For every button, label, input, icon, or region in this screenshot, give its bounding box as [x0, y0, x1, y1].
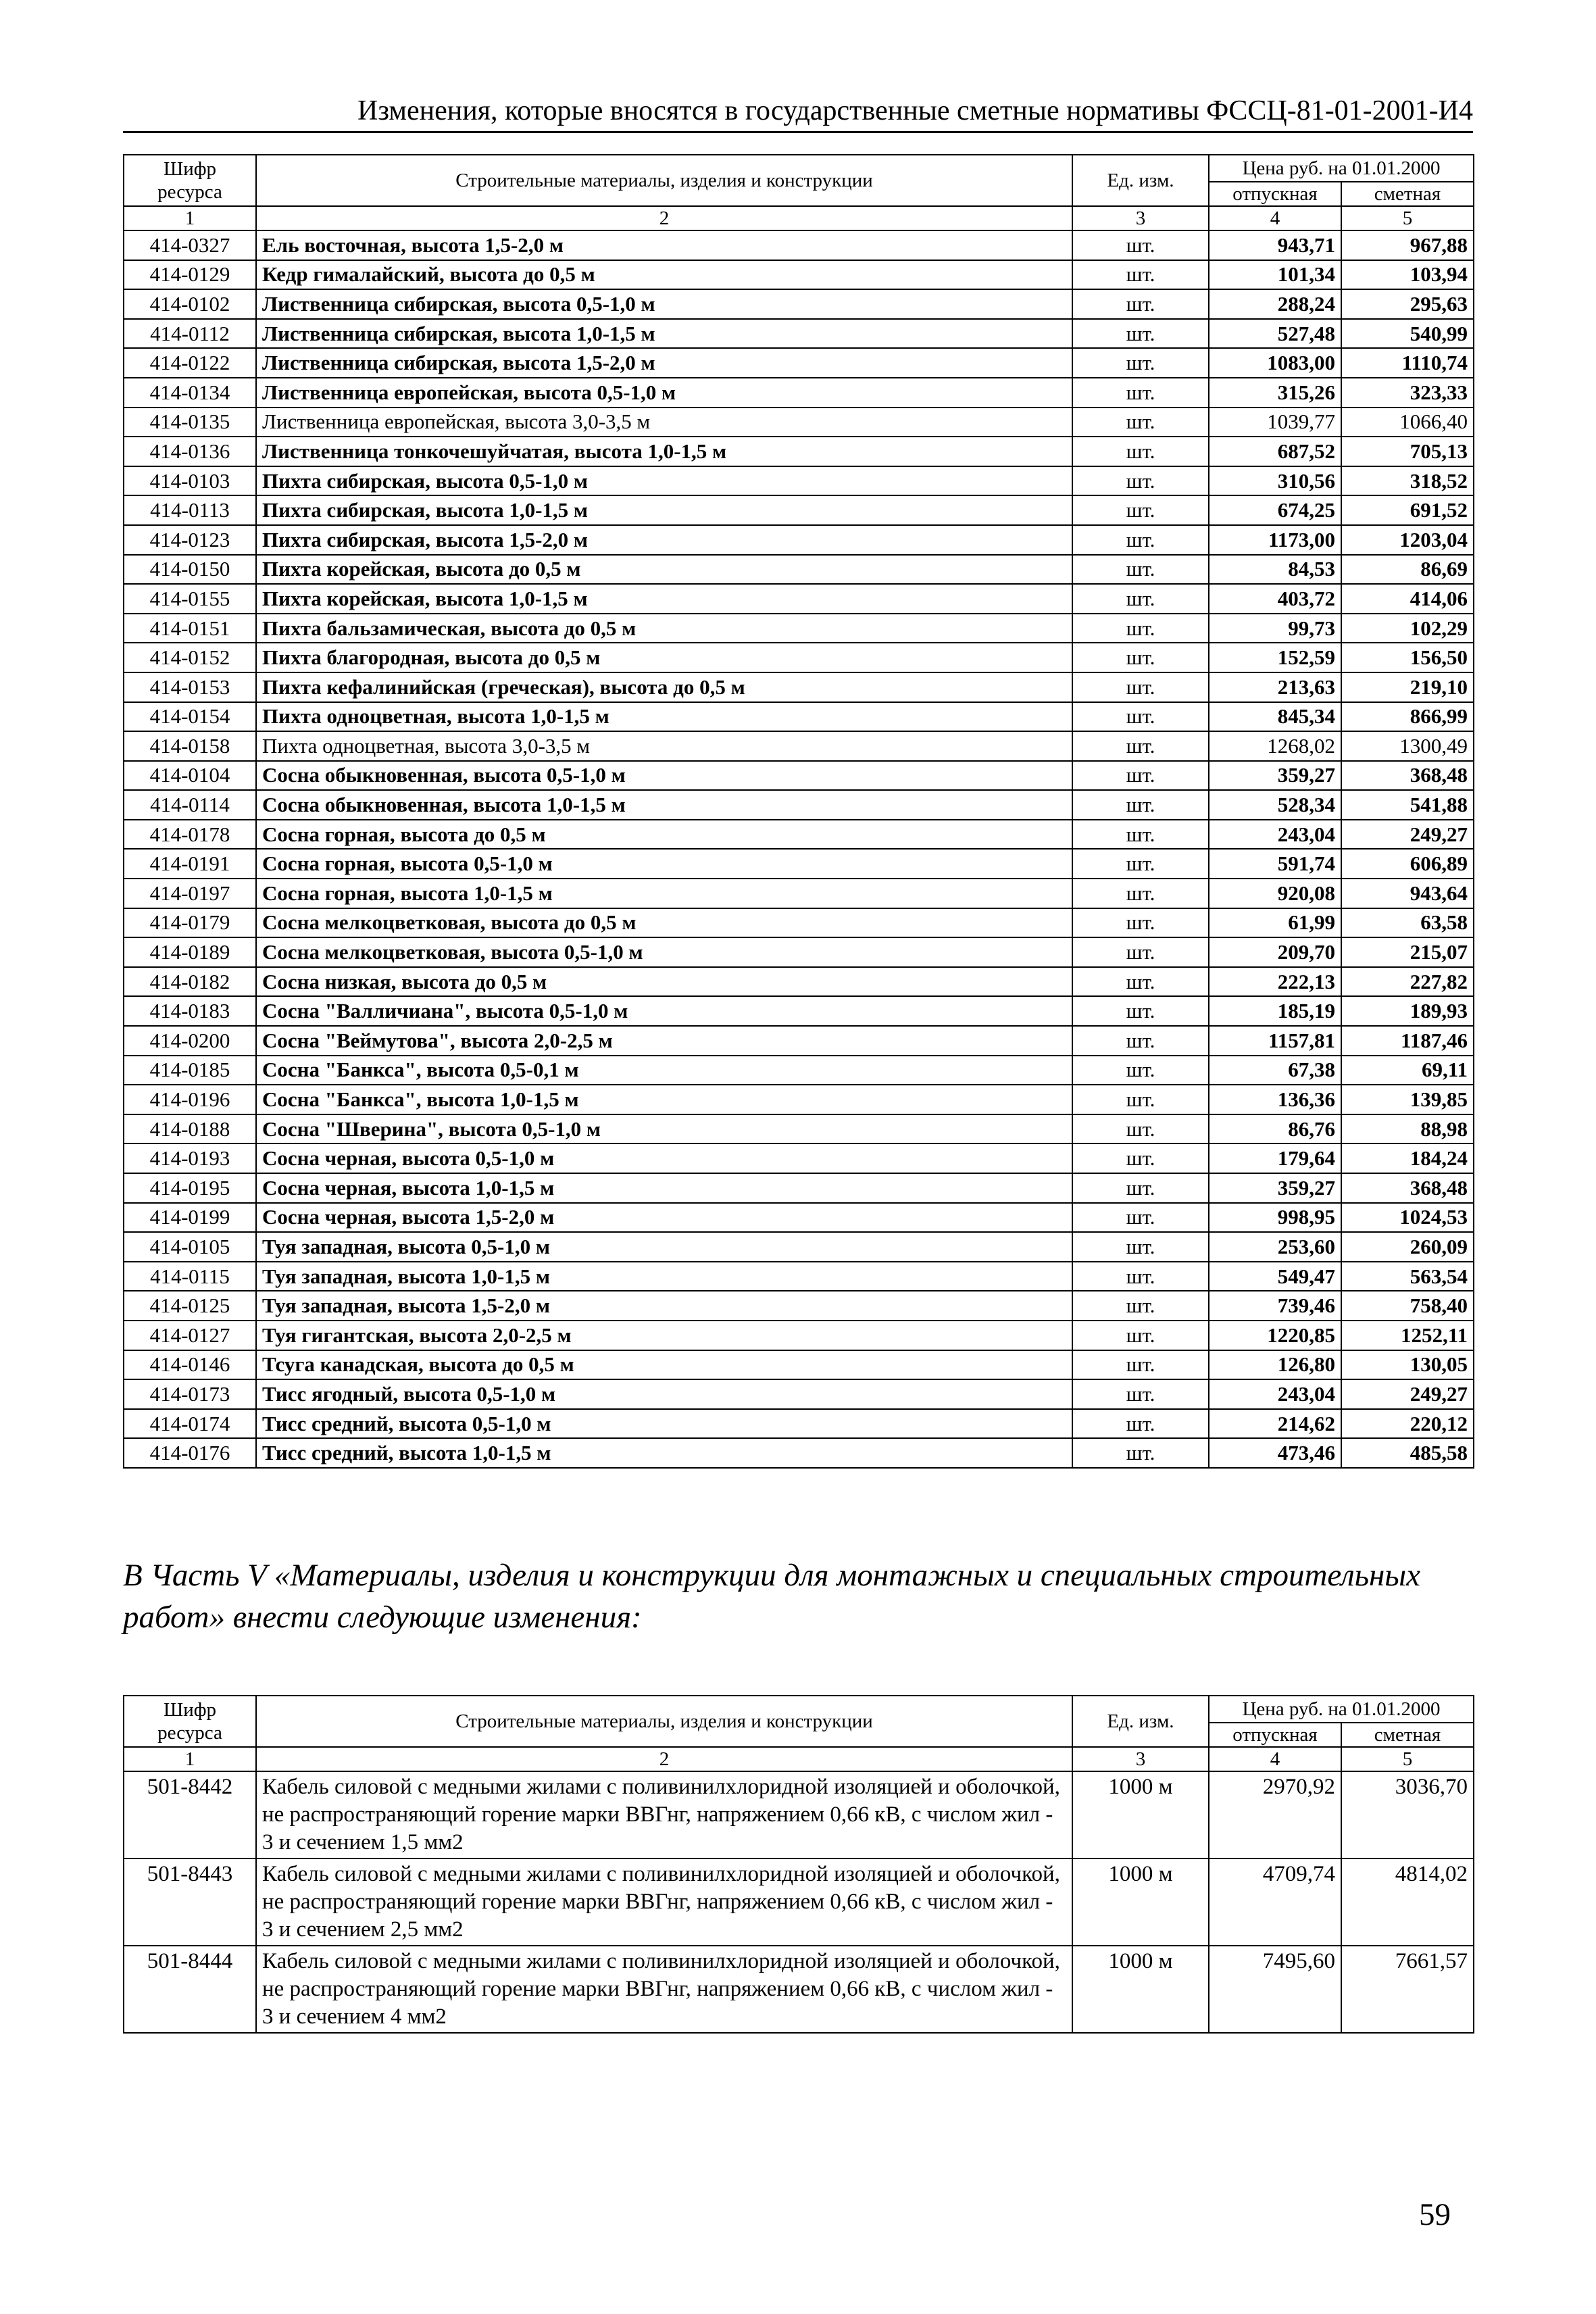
material-name-cell: Тисс средний, высота 0,5-1,0 м: [256, 1409, 1072, 1439]
unit-cell: шт.: [1072, 967, 1209, 997]
estimate-price-cell: 691,52: [1341, 495, 1474, 525]
estimate-price-cell: 563,54: [1341, 1262, 1474, 1291]
material-name-cell: Туя гигантская, высота 2,0-2,5 м: [256, 1321, 1072, 1350]
col-number: 5: [1341, 1747, 1474, 1771]
material-name-cell: Сосна "Веймутова", высота 2,0-2,5 м: [256, 1026, 1072, 1056]
unit-cell: шт.: [1072, 1291, 1209, 1321]
header-name: Строительные материалы, изделия и конструкции: [256, 1696, 1072, 1747]
release-price-cell: 67,38: [1209, 1056, 1341, 1085]
unit-cell: шт.: [1072, 289, 1209, 319]
release-price-cell: 99,73: [1209, 614, 1341, 643]
release-price-cell: 549,47: [1209, 1262, 1341, 1291]
material-name-cell: Туя западная, высота 1,0-1,5 м: [256, 1262, 1072, 1291]
release-price-cell: 1268,02: [1209, 731, 1341, 761]
unit-cell: шт.: [1072, 1438, 1209, 1468]
unit-cell: 1000 м: [1072, 1858, 1209, 1946]
header-estimate: сметная: [1341, 182, 1474, 206]
table-row: [124, 937, 1474, 967]
release-price-cell: 591,74: [1209, 849, 1341, 879]
resource-code-cell: 414-0188: [124, 1114, 256, 1144]
release-price-cell: 845,34: [1209, 702, 1341, 732]
header-price: Цена руб. на 01.01.2000: [1209, 155, 1474, 182]
table-row: [124, 702, 1474, 732]
material-name-cell: Сосна "Валличиана", высота 0,5-1,0 м: [256, 996, 1072, 1026]
release-price-cell: 136,36: [1209, 1085, 1341, 1114]
material-name-cell: Туя западная, высота 1,5-2,0 м: [256, 1291, 1072, 1321]
resource-code-cell: 414-0173: [124, 1379, 256, 1409]
resource-code-cell: 501-8443: [124, 1858, 256, 1946]
table-row: [124, 466, 1474, 496]
material-name-cell: Сосна мелкоцветковая, высота 0,5-1,0 м: [256, 937, 1072, 967]
unit-cell: шт.: [1072, 879, 1209, 908]
unit-cell: шт.: [1072, 1143, 1209, 1173]
release-price-cell: 126,80: [1209, 1350, 1341, 1380]
resource-code-cell: 414-0102: [124, 289, 256, 319]
material-name-cell: Сосна обыкновенная, высота 0,5-1,0 м: [256, 761, 1072, 791]
estimate-price-cell: 1300,49: [1341, 731, 1474, 761]
table-row: [124, 996, 1474, 1026]
unit-cell: 1000 м: [1072, 1946, 1209, 2033]
resource-code-cell: 414-0158: [124, 731, 256, 761]
release-price-cell: 222,13: [1209, 967, 1341, 997]
material-name-cell: Сосна черная, высота 1,5-2,0 м: [256, 1203, 1072, 1233]
material-name-cell: Кабель силовой с медными жилами с поливинилхлоридной изоляцией и оболочкой, не распространяющий горение марки ВВГнг, напряжением 0,66 кВ, с числом жил - 3 и сечением 1,5 мм2: [256, 1771, 1072, 1858]
estimate-price-cell: 215,07: [1341, 937, 1474, 967]
table-row: [124, 1858, 1474, 1946]
resource-code-cell: 414-0191: [124, 849, 256, 879]
table-row: [124, 1321, 1474, 1350]
table-row: [124, 967, 1474, 997]
resource-code-cell: 414-0155: [124, 584, 256, 614]
table-row: [124, 348, 1474, 378]
table-row: [124, 1143, 1474, 1173]
unit-cell: шт.: [1072, 230, 1209, 260]
price-table-body: [124, 230, 1474, 1468]
estimate-price-cell: 318,52: [1341, 466, 1474, 496]
table-row: [124, 1232, 1474, 1262]
material-name-cell: Пихта корейская, высота 1,0-1,5 м: [256, 584, 1072, 614]
release-price-cell: 86,76: [1209, 1114, 1341, 1144]
table-row: [124, 1114, 1474, 1144]
unit-cell: шт.: [1072, 614, 1209, 643]
release-price-cell: 687,52: [1209, 437, 1341, 466]
table-row: [124, 820, 1474, 850]
resource-code-cell: 414-0154: [124, 702, 256, 732]
material-name-cell: Туя западная, высота 0,5-1,0 м: [256, 1232, 1072, 1262]
estimate-price-cell: 4814,02: [1341, 1858, 1474, 1946]
release-price-cell: 243,04: [1209, 1379, 1341, 1409]
table-row: [124, 555, 1474, 585]
estimate-price-cell: 3036,70: [1341, 1771, 1474, 1858]
unit-cell: шт.: [1072, 1350, 1209, 1380]
release-price-cell: 179,64: [1209, 1143, 1341, 1173]
estimate-price-cell: 485,58: [1341, 1438, 1474, 1468]
release-price-cell: 253,60: [1209, 1232, 1341, 1262]
resource-code-cell: 414-0197: [124, 879, 256, 908]
unit-cell: шт.: [1072, 319, 1209, 349]
estimate-price-cell: 967,88: [1341, 230, 1474, 260]
release-price-cell: 1157,81: [1209, 1026, 1341, 1056]
material-name-cell: Сосна "Банкса", высота 0,5-0,1 м: [256, 1056, 1072, 1085]
price-table-body: [124, 1771, 1474, 2033]
resource-code-cell: 414-0196: [124, 1085, 256, 1114]
material-name-cell: Лиственница сибирская, высота 1,5-2,0 м: [256, 348, 1072, 378]
col-number: 2: [256, 1747, 1072, 1771]
resource-code-cell: 414-0179: [124, 908, 256, 938]
table-row: [124, 731, 1474, 761]
estimate-price-cell: 1203,04: [1341, 525, 1474, 555]
unit-cell: шт.: [1072, 348, 1209, 378]
table-row: [124, 1350, 1474, 1380]
table-row: [124, 1085, 1474, 1114]
resource-code-cell: 414-0185: [124, 1056, 256, 1085]
release-price-cell: 527,48: [1209, 319, 1341, 349]
resource-code-cell: 414-0134: [124, 378, 256, 408]
resource-code-cell: 414-0146: [124, 1350, 256, 1380]
unit-cell: шт.: [1072, 378, 1209, 408]
resource-code-cell: 414-0113: [124, 495, 256, 525]
material-name-cell: Лиственница сибирская, высота 0,5-1,0 м: [256, 289, 1072, 319]
estimate-price-cell: 103,94: [1341, 260, 1474, 290]
release-price-cell: 2970,92: [1209, 1771, 1341, 1858]
release-price-cell: 214,62: [1209, 1409, 1341, 1439]
resource-code-cell: 414-0151: [124, 614, 256, 643]
estimate-price-cell: 758,40: [1341, 1291, 1474, 1321]
estimate-price-cell: 249,27: [1341, 1379, 1474, 1409]
material-name-cell: Пихта одноцветная, высота 1,0-1,5 м: [256, 702, 1072, 732]
unit-cell: шт.: [1072, 731, 1209, 761]
resource-code-cell: 414-0327: [124, 230, 256, 260]
unit-cell: шт.: [1072, 495, 1209, 525]
unit-cell: шт.: [1072, 1232, 1209, 1262]
unit-cell: шт.: [1072, 1173, 1209, 1203]
page-header: Изменения, которые вносятся в государственные сметные нормативы ФССЦ-81-01-2001-И4: [123, 93, 1473, 133]
table-row: [124, 319, 1474, 349]
resource-code-cell: 414-0189: [124, 937, 256, 967]
unit-cell: шт.: [1072, 1262, 1209, 1291]
table-row: [124, 1203, 1474, 1233]
release-price-cell: 4709,74: [1209, 1858, 1341, 1946]
price-table-part-5: [123, 1695, 1474, 2034]
unit-cell: шт.: [1072, 702, 1209, 732]
material-name-cell: Сосна горная, высота 0,5-1,0 м: [256, 849, 1072, 879]
resource-code-cell: 414-0123: [124, 525, 256, 555]
unit-cell: шт.: [1072, 1056, 1209, 1085]
table-row: [124, 1291, 1474, 1321]
release-price-cell: 315,26: [1209, 378, 1341, 408]
resource-code-cell: 414-0195: [124, 1173, 256, 1203]
release-price-cell: 243,04: [1209, 820, 1341, 850]
resource-code-cell: 414-0183: [124, 996, 256, 1026]
resource-code-cell: 414-0174: [124, 1409, 256, 1439]
material-name-cell: Сосна обыкновенная, высота 1,0-1,5 м: [256, 790, 1072, 820]
release-price-cell: 674,25: [1209, 495, 1341, 525]
unit-cell: шт.: [1072, 555, 1209, 585]
unit-cell: шт.: [1072, 849, 1209, 879]
material-name-cell: Сосна горная, высота до 0,5 м: [256, 820, 1072, 850]
table-row: [124, 1379, 1474, 1409]
estimate-price-cell: 220,12: [1341, 1409, 1474, 1439]
col-number: 5: [1341, 206, 1474, 230]
table-row: [124, 1262, 1474, 1291]
table-row: [124, 1771, 1474, 1858]
unit-cell: шт.: [1072, 672, 1209, 702]
resource-code-cell: 414-0182: [124, 967, 256, 997]
header-unit: Ед. изм.: [1072, 1696, 1209, 1747]
estimate-price-cell: 295,63: [1341, 289, 1474, 319]
table-row: [124, 289, 1474, 319]
section-title: В Часть V «Материалы, изделия и конструкции для монтажных и специальных строительных работ» внести следующие изменения:: [123, 1558, 1421, 1635]
unit-cell: шт.: [1072, 1203, 1209, 1233]
resource-code-cell: 414-0112: [124, 319, 256, 349]
release-price-cell: 1039,77: [1209, 408, 1341, 437]
resource-code-cell: 414-0152: [124, 643, 256, 672]
col-number: 2: [256, 206, 1072, 230]
unit-cell: шт.: [1072, 790, 1209, 820]
resource-code-cell: 414-0136: [124, 437, 256, 466]
release-price-cell: 209,70: [1209, 937, 1341, 967]
table-row: [124, 790, 1474, 820]
material-name-cell: Сосна низкая, высота до 0,5 м: [256, 967, 1072, 997]
header-release: отпускная: [1209, 1723, 1341, 1747]
col-number: 3: [1072, 1747, 1209, 1771]
estimate-price-cell: 1187,46: [1341, 1026, 1474, 1056]
estimate-price-cell: 102,29: [1341, 614, 1474, 643]
estimate-price-cell: 139,85: [1341, 1085, 1474, 1114]
estimate-price-cell: 227,82: [1341, 967, 1474, 997]
estimate-price-cell: 130,05: [1341, 1350, 1474, 1380]
col-number: 1: [124, 1747, 256, 1771]
unit-cell: шт.: [1072, 1379, 1209, 1409]
unit-cell: шт.: [1072, 408, 1209, 437]
table-row: [124, 260, 1474, 290]
table-row: [124, 1173, 1474, 1203]
estimate-price-cell: 368,48: [1341, 1173, 1474, 1203]
material-name-cell: Сосна мелкоцветковая, высота до 0,5 м: [256, 908, 1072, 938]
unit-cell: 1000 м: [1072, 1771, 1209, 1858]
header-estimate: сметная: [1341, 1723, 1474, 1747]
estimate-price-cell: 541,88: [1341, 790, 1474, 820]
page-number: 59: [1419, 2197, 1451, 2232]
header-code: Шифр ресурса: [124, 155, 256, 206]
material-name-cell: Пихта корейская, высота до 0,5 м: [256, 555, 1072, 585]
release-price-cell: 473,46: [1209, 1438, 1341, 1468]
release-price-cell: 943,71: [1209, 230, 1341, 260]
release-price-cell: 739,46: [1209, 1291, 1341, 1321]
material-name-cell: Лиственница сибирская, высота 1,0-1,5 м: [256, 319, 1072, 349]
estimate-price-cell: 249,27: [1341, 820, 1474, 850]
estimate-price-cell: 184,24: [1341, 1143, 1474, 1173]
resource-code-cell: 414-0115: [124, 1262, 256, 1291]
estimate-price-cell: 705,13: [1341, 437, 1474, 466]
material-name-cell: Сосна "Банкса", высота 1,0-1,5 м: [256, 1085, 1072, 1114]
table-row: [124, 908, 1474, 938]
release-price-cell: 7495,60: [1209, 1946, 1341, 2033]
header-name: Строительные материалы, изделия и конструкции: [256, 155, 1072, 206]
estimate-price-cell: 86,69: [1341, 555, 1474, 585]
resource-code-cell: 414-0199: [124, 1203, 256, 1233]
unit-cell: шт.: [1072, 1321, 1209, 1350]
resource-code-cell: 414-0104: [124, 761, 256, 791]
estimate-price-cell: 1024,53: [1341, 1203, 1474, 1233]
table-row: [124, 614, 1474, 643]
estimate-price-cell: 63,58: [1341, 908, 1474, 938]
resource-code-cell: 414-0176: [124, 1438, 256, 1468]
table-row: [124, 643, 1474, 672]
material-name-cell: Тисс средний, высота 1,0-1,5 м: [256, 1438, 1072, 1468]
col-number: 4: [1209, 1747, 1341, 1771]
col-number: 1: [124, 206, 256, 230]
release-price-cell: 152,59: [1209, 643, 1341, 672]
release-price-cell: 359,27: [1209, 761, 1341, 791]
material-name-cell: Кабель силовой с медными жилами с поливинилхлоридной изоляцией и оболочкой, не распространяющий горение марки ВВГнг, напряжением 0,66 кВ, с числом жил - 3 и сечением 2,5 мм2: [256, 1858, 1072, 1946]
material-name-cell: Тисс ягодный, высота 0,5-1,0 м: [256, 1379, 1072, 1409]
table-row: [124, 672, 1474, 702]
resource-code-cell: 414-0122: [124, 348, 256, 378]
resource-code-cell: 414-0150: [124, 555, 256, 585]
release-price-cell: 185,19: [1209, 996, 1341, 1026]
material-name-cell: Сосна "Шверина", высота 0,5-1,0 м: [256, 1114, 1072, 1144]
header-unit: Ед. изм.: [1072, 155, 1209, 206]
resource-code-cell: 414-0105: [124, 1232, 256, 1262]
estimate-price-cell: 368,48: [1341, 761, 1474, 791]
material-name-cell: Сосна черная, высота 1,0-1,5 м: [256, 1173, 1072, 1203]
estimate-price-cell: 7661,57: [1341, 1946, 1474, 2033]
estimate-price-cell: 943,64: [1341, 879, 1474, 908]
release-price-cell: 1083,00: [1209, 348, 1341, 378]
estimate-price-cell: 1110,74: [1341, 348, 1474, 378]
resource-code-cell: 501-8444: [124, 1946, 256, 2033]
material-name-cell: Сосна горная, высота 1,0-1,5 м: [256, 879, 1072, 908]
material-name-cell: Лиственница европейская, высота 0,5-1,0 м: [256, 378, 1072, 408]
release-price-cell: 288,24: [1209, 289, 1341, 319]
table-row: [124, 1438, 1474, 1468]
material-name-cell: Тсуга канадская, высота до 0,5 м: [256, 1350, 1072, 1380]
estimate-price-cell: 606,89: [1341, 849, 1474, 879]
header-release: отпускная: [1209, 182, 1341, 206]
release-price-cell: 998,95: [1209, 1203, 1341, 1233]
table-row: [124, 408, 1474, 437]
table-row: [124, 1056, 1474, 1085]
release-price-cell: 403,72: [1209, 584, 1341, 614]
resource-code-cell: 414-0114: [124, 790, 256, 820]
release-price-cell: 61,99: [1209, 908, 1341, 938]
estimate-price-cell: 156,50: [1341, 643, 1474, 672]
table-row: [124, 1946, 1474, 2033]
table-row: [124, 584, 1474, 614]
unit-cell: шт.: [1072, 908, 1209, 938]
col-number: 4: [1209, 206, 1341, 230]
release-price-cell: 1173,00: [1209, 525, 1341, 555]
material-name-cell: Пихта сибирская, высота 0,5-1,0 м: [256, 466, 1072, 496]
resource-code-cell: 501-8442: [124, 1771, 256, 1858]
release-price-cell: 528,34: [1209, 790, 1341, 820]
material-name-cell: Кабель силовой с медными жилами с поливинилхлоридной изоляцией и оболочкой, не распространяющий горение марки ВВГнг, напряжением 0,66 кВ, с числом жил - 3 и сечением 4 мм2: [256, 1946, 1072, 2033]
material-name-cell: Пихта кефалинийская (греческая), высота до 0,5 м: [256, 672, 1072, 702]
price-table-part-4: [123, 154, 1474, 1469]
release-price-cell: 101,34: [1209, 260, 1341, 290]
table-row: [124, 230, 1474, 260]
table-row: [124, 525, 1474, 555]
material-name-cell: Лиственница тонкочешуйчатая, высота 1,0-1,5 м: [256, 437, 1072, 466]
estimate-price-cell: 414,06: [1341, 584, 1474, 614]
material-name-cell: Сосна черная, высота 0,5-1,0 м: [256, 1143, 1072, 1173]
unit-cell: шт.: [1072, 1085, 1209, 1114]
unit-cell: шт.: [1072, 820, 1209, 850]
unit-cell: шт.: [1072, 1409, 1209, 1439]
table-row: [124, 378, 1474, 408]
table-row: [124, 761, 1474, 791]
table-row: [124, 495, 1474, 525]
release-price-cell: 920,08: [1209, 879, 1341, 908]
unit-cell: шт.: [1072, 584, 1209, 614]
unit-cell: шт.: [1072, 525, 1209, 555]
material-name-cell: Пихта сибирская, высота 1,0-1,5 м: [256, 495, 1072, 525]
material-name-cell: Кедр гималайский, высота до 0,5 м: [256, 260, 1072, 290]
unit-cell: шт.: [1072, 1026, 1209, 1056]
resource-code-cell: 414-0127: [124, 1321, 256, 1350]
resource-code-cell: 414-0135: [124, 408, 256, 437]
estimate-price-cell: 189,93: [1341, 996, 1474, 1026]
unit-cell: шт.: [1072, 643, 1209, 672]
release-price-cell: 310,56: [1209, 466, 1341, 496]
unit-cell: шт.: [1072, 937, 1209, 967]
resource-code-cell: 414-0125: [124, 1291, 256, 1321]
unit-cell: шт.: [1072, 996, 1209, 1026]
unit-cell: шт.: [1072, 466, 1209, 496]
estimate-price-cell: 260,09: [1341, 1232, 1474, 1262]
resource-code-cell: 414-0153: [124, 672, 256, 702]
estimate-price-cell: 1066,40: [1341, 408, 1474, 437]
resource-code-cell: 414-0178: [124, 820, 256, 850]
material-name-cell: Лиственница европейская, высота 3,0-3,5 м: [256, 408, 1072, 437]
table-row: [124, 1409, 1474, 1439]
release-price-cell: 359,27: [1209, 1173, 1341, 1203]
table-row: [124, 1026, 1474, 1056]
estimate-price-cell: 69,11: [1341, 1056, 1474, 1085]
table-row: [124, 849, 1474, 879]
resource-code-cell: 414-0103: [124, 466, 256, 496]
unit-cell: шт.: [1072, 260, 1209, 290]
table-row: [124, 437, 1474, 466]
material-name-cell: Пихта одноцветная, высота 3,0-3,5 м: [256, 731, 1072, 761]
estimate-price-cell: 1252,11: [1341, 1321, 1474, 1350]
release-price-cell: 1220,85: [1209, 1321, 1341, 1350]
release-price-cell: 213,63: [1209, 672, 1341, 702]
estimate-price-cell: 866,99: [1341, 702, 1474, 732]
release-price-cell: 84,53: [1209, 555, 1341, 585]
estimate-price-cell: 219,10: [1341, 672, 1474, 702]
estimate-price-cell: 88,98: [1341, 1114, 1474, 1144]
estimate-price-cell: 323,33: [1341, 378, 1474, 408]
estimate-price-cell: 540,99: [1341, 319, 1474, 349]
material-name-cell: Пихта сибирская, высота 1,5-2,0 м: [256, 525, 1072, 555]
table-row: [124, 879, 1474, 908]
resource-code-cell: 414-0129: [124, 260, 256, 290]
unit-cell: шт.: [1072, 1114, 1209, 1144]
material-name-cell: Ель восточная, высота 1,5-2,0 м: [256, 230, 1072, 260]
material-name-cell: Пихта благородная, высота до 0,5 м: [256, 643, 1072, 672]
unit-cell: шт.: [1072, 437, 1209, 466]
col-number: 3: [1072, 206, 1209, 230]
header-code: Шифр ресурса: [124, 1696, 256, 1747]
material-name-cell: Пихта бальзамическая, высота до 0,5 м: [256, 614, 1072, 643]
unit-cell: шт.: [1072, 761, 1209, 791]
resource-code-cell: 414-0200: [124, 1026, 256, 1056]
resource-code-cell: 414-0193: [124, 1143, 256, 1173]
header-price: Цена руб. на 01.01.2000: [1209, 1696, 1474, 1723]
